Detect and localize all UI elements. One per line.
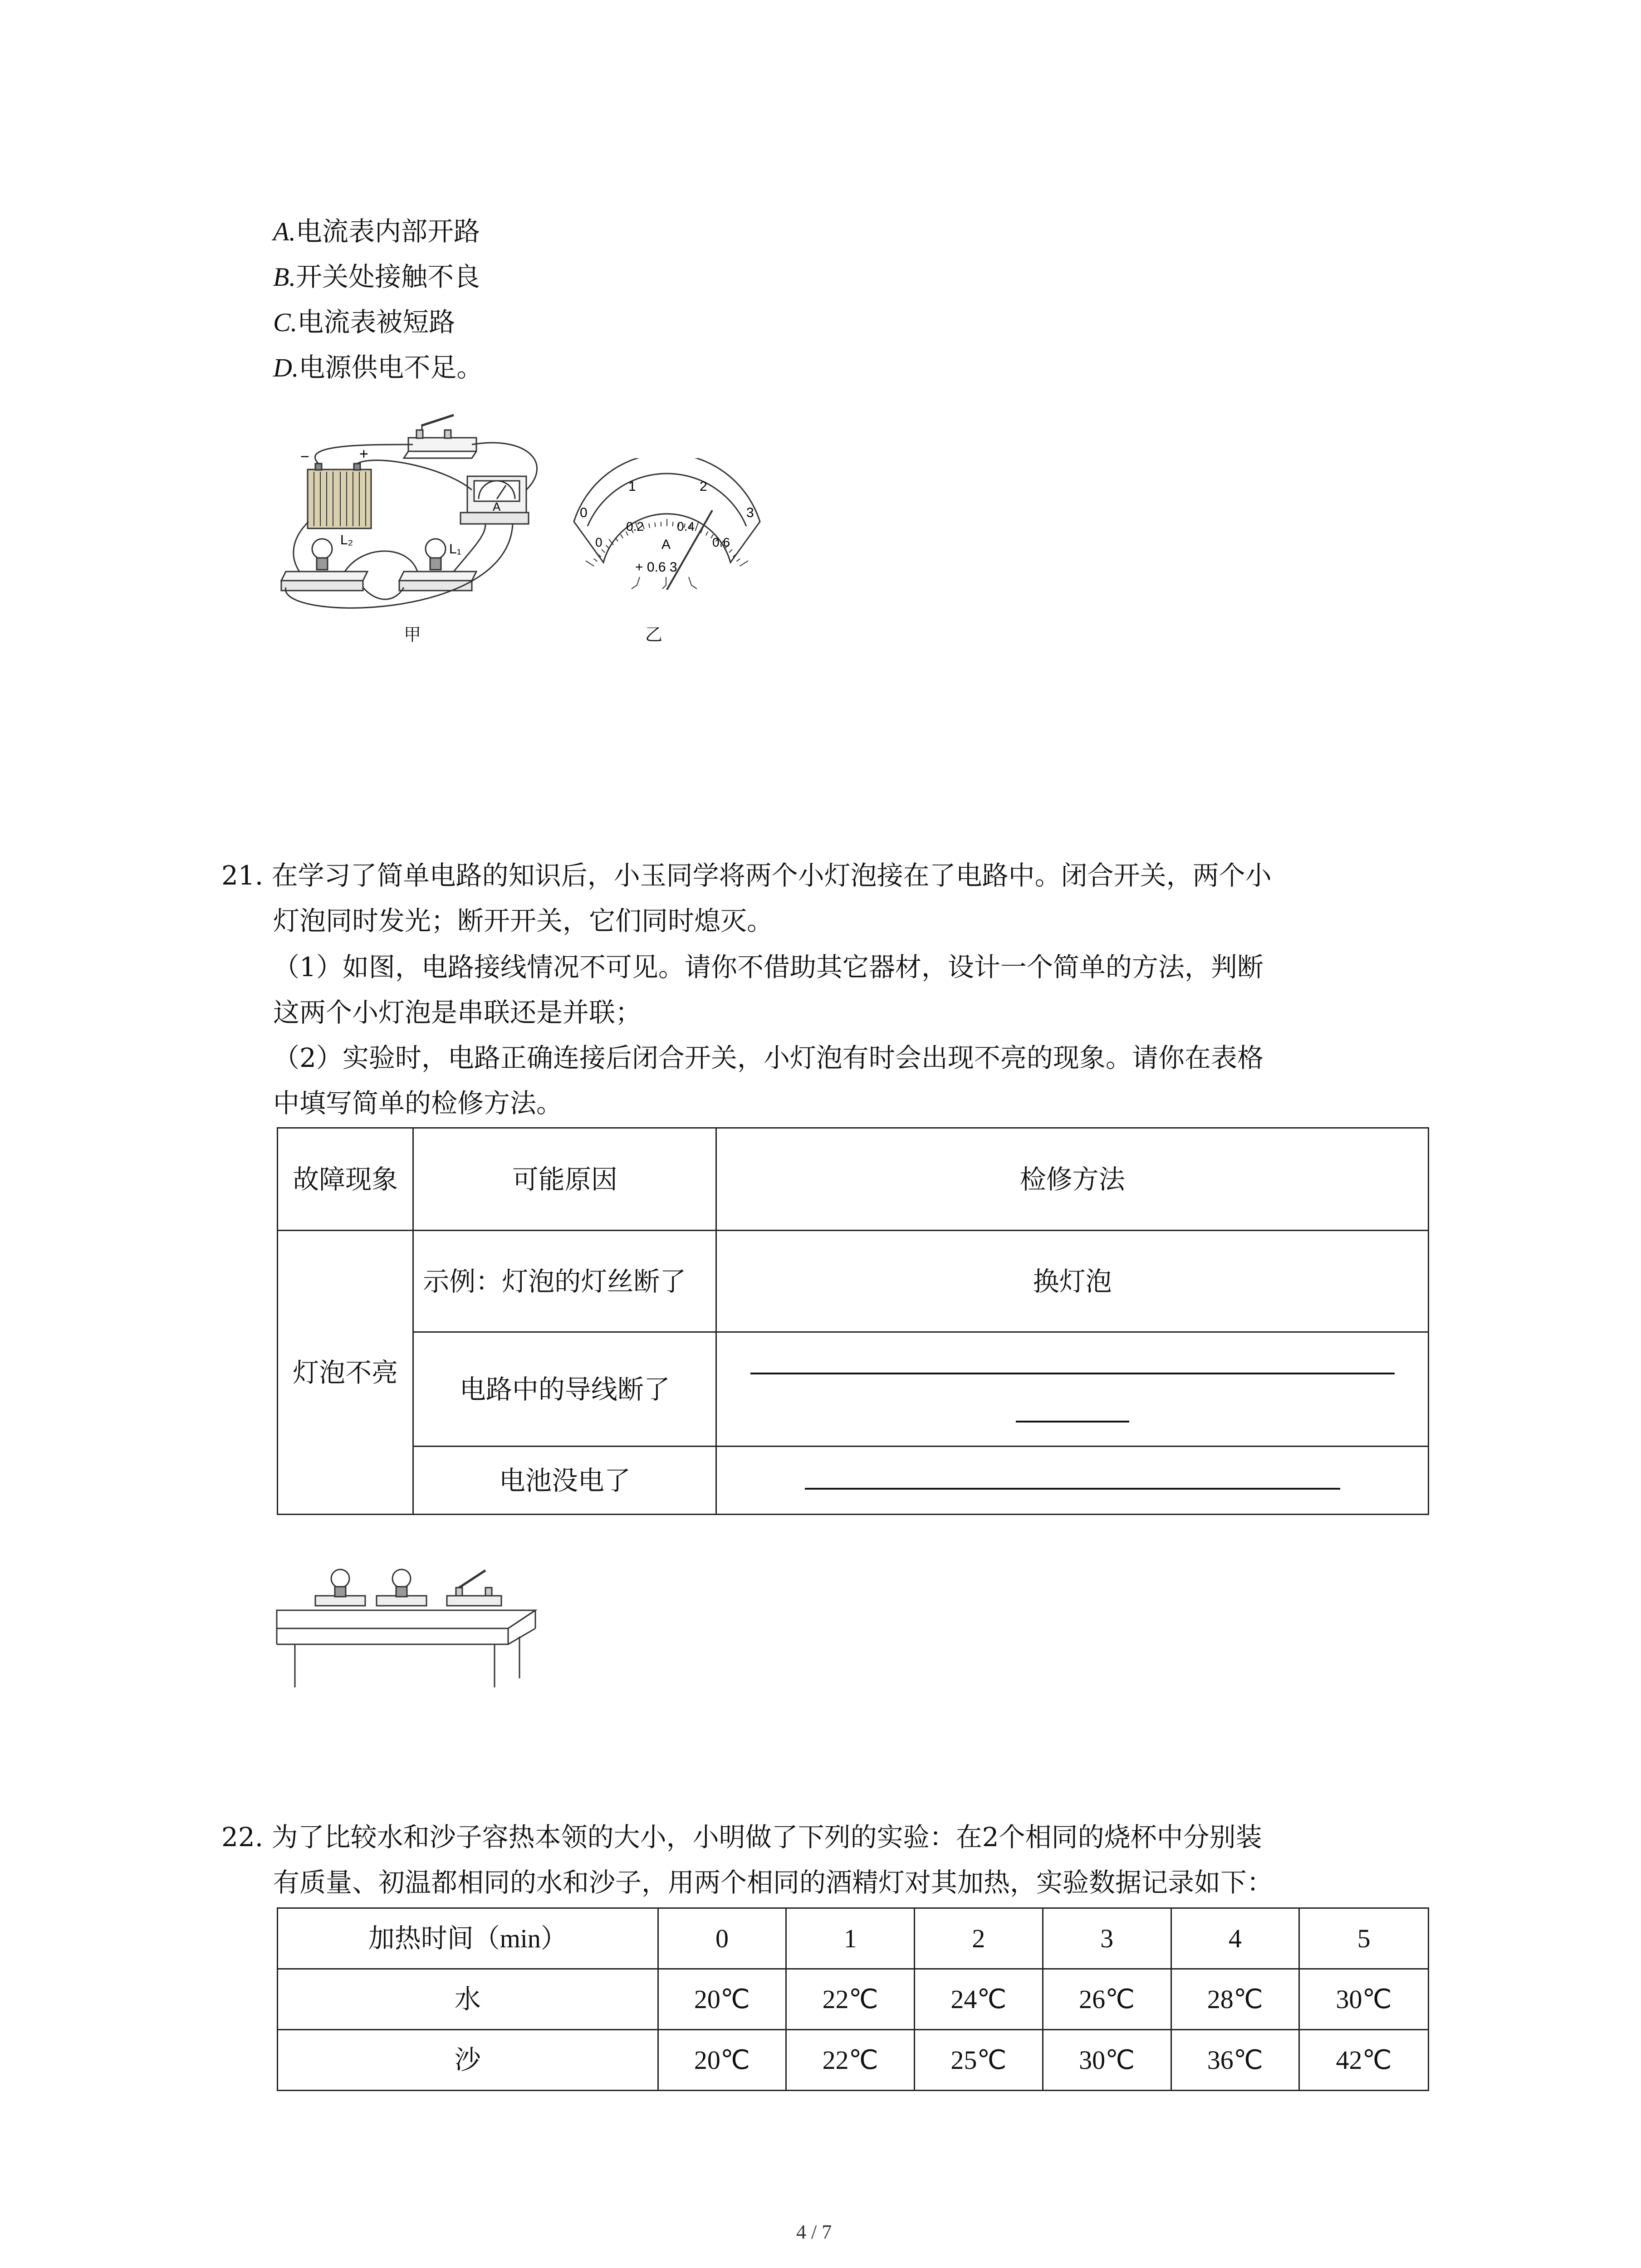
method-answer-blank[interactable] bbox=[716, 1332, 1429, 1447]
dial-top-tick-2: 2 bbox=[700, 479, 707, 494]
dial-top-tick-3: 3 bbox=[746, 505, 754, 520]
time-cell: 4 bbox=[1171, 1908, 1299, 1969]
time-cell: 5 bbox=[1299, 1908, 1429, 1969]
dial-top-tick-1: 1 bbox=[628, 479, 636, 494]
q21-line-1: 21. 在学习了简单电路的知识后，小玉同学将两个小灯泡接在了电路中。闭合开关，两个小 bbox=[221, 860, 1272, 891]
dial-tick-mark bbox=[616, 538, 618, 541]
option-b: B.开关处接触不良 bbox=[273, 261, 480, 292]
dial-bottom-tick-2: 0.4 bbox=[677, 519, 695, 533]
dial-bottom-tick-1: 0.2 bbox=[626, 519, 644, 533]
method-cell: 换灯泡 bbox=[716, 1231, 1429, 1332]
dial-terminal-labels: + 0.6 3 bbox=[635, 560, 677, 575]
answer-line bbox=[750, 1368, 1395, 1374]
header-fault: 故障现象 bbox=[278, 1128, 413, 1231]
temp-cell: 42℃ bbox=[1299, 2030, 1429, 2091]
battery-minus-label: − bbox=[300, 448, 309, 465]
q22-line-2: 有质量、初温都相同的水和沙子，用两个相同的酒精灯对其加热，实验数据记录如下： bbox=[273, 1867, 1274, 1898]
time-cell: 3 bbox=[1043, 1908, 1171, 1969]
table-row bbox=[278, 1969, 1429, 2030]
q21-repair-table bbox=[277, 1127, 1429, 1515]
temp-cell: 20℃ bbox=[658, 2030, 786, 2091]
lamp-l1-label: L₁ bbox=[449, 542, 461, 557]
ammeter-a-label: A bbox=[493, 500, 501, 513]
temp-cell: 25℃ bbox=[915, 2030, 1043, 2091]
dial-bottom-tick-3: 0.6 bbox=[712, 535, 730, 549]
table-row bbox=[278, 1231, 1429, 1332]
dial-tick-mark bbox=[736, 559, 740, 562]
time-cell: 0 bbox=[658, 1908, 786, 1969]
dial-tick-mark bbox=[594, 559, 598, 562]
cause-cell: 示例：灯泡的灯丝断了 bbox=[413, 1231, 716, 1332]
row-label-water: 水 bbox=[278, 1969, 658, 2030]
time-cell: 2 bbox=[915, 1908, 1043, 1969]
option-c: C.电流表被短路 bbox=[273, 307, 456, 337]
table-row bbox=[278, 1447, 1429, 1515]
temp-cell: 26℃ bbox=[1043, 1969, 1171, 2030]
dial-tick-mark bbox=[740, 561, 748, 566]
table-row bbox=[278, 2030, 1429, 2091]
temp-cell: 24℃ bbox=[915, 1969, 1043, 2030]
time-header-label: 加热时间（min） bbox=[278, 1908, 658, 1969]
dial-tick-mark bbox=[586, 561, 594, 566]
q21-line-6: 中填写简单的检修方法。 bbox=[273, 1088, 563, 1119]
temp-cell: 28℃ bbox=[1171, 1969, 1299, 2030]
header-method: 检修方法 bbox=[716, 1128, 1429, 1231]
dial-bottom-tick-0: 0 bbox=[595, 535, 603, 549]
q22-data-table bbox=[277, 1907, 1429, 2091]
figure-label-jia: 甲 bbox=[404, 625, 421, 645]
dial-tick-mark bbox=[621, 534, 623, 538]
lamps-on-table-figure bbox=[272, 1560, 544, 1687]
header-cause: 可能原因 bbox=[413, 1128, 716, 1231]
table-row bbox=[278, 1332, 1429, 1447]
page-number: 4 / 7 bbox=[796, 2221, 832, 2243]
q22-line-1: 22. 为了比较水和沙子容热本领的大小，小明做了下列的实验：在2个相同的烧杯中分别装 bbox=[221, 1822, 1262, 1853]
temp-cell: 30℃ bbox=[1043, 2030, 1171, 2091]
dial-tick-mark bbox=[706, 532, 708, 536]
figure-label-yi: 乙 bbox=[645, 625, 663, 645]
temp-cell: 30℃ bbox=[1299, 1969, 1429, 2030]
option-d: D.电源供电不足。 bbox=[273, 352, 483, 383]
lamp-l2-label: L₂ bbox=[340, 533, 353, 547]
table-header-row bbox=[278, 1128, 1429, 1231]
ammeter-dial-yi bbox=[567, 458, 767, 612]
temp-cell: 22℃ bbox=[786, 2030, 915, 2091]
q21-line-2: 灯泡同时发光；断开开关，它们同时熄灭。 bbox=[273, 905, 774, 936]
temp-cell: 36℃ bbox=[1171, 2030, 1299, 2091]
dial-tick-mark bbox=[695, 522, 698, 531]
cause-cell: 电路中的导线断了 bbox=[413, 1332, 716, 1447]
dial-top-tick-0: 0 bbox=[580, 505, 588, 520]
option-a: A.电流表内部开路 bbox=[273, 216, 480, 247]
battery-plus-label: + bbox=[359, 445, 368, 463]
answer-line bbox=[1016, 1416, 1129, 1422]
cause-cell: 电池没电了 bbox=[413, 1447, 716, 1515]
time-cell: 1 bbox=[786, 1908, 915, 1969]
row-label-sand: 沙 bbox=[278, 2030, 658, 2091]
table-header-row bbox=[278, 1908, 1429, 1969]
q21-line-5: （2）实验时，电路正确连接后闭合开关，小灯泡有时会出现不亮的现象。请你在表格 bbox=[273, 1042, 1264, 1073]
fault-cell: 灯泡不亮 bbox=[278, 1231, 413, 1515]
dial-tick-mark bbox=[649, 523, 650, 528]
method-answer-blank[interactable] bbox=[716, 1447, 1429, 1515]
temp-cell: 20℃ bbox=[658, 1969, 786, 2030]
q21-line-4: 这两个小灯泡是串联还是并联； bbox=[273, 997, 642, 1028]
dial-unit-label: A bbox=[661, 537, 671, 552]
circuit-figure-jia bbox=[272, 408, 563, 626]
answer-line bbox=[805, 1483, 1340, 1490]
temp-cell: 22℃ bbox=[786, 1969, 915, 2030]
q21-line-3: （1）如图，电路接线情况不可见。请你不借助其它器材，设计一个简单的方法，判断 bbox=[273, 952, 1264, 982]
